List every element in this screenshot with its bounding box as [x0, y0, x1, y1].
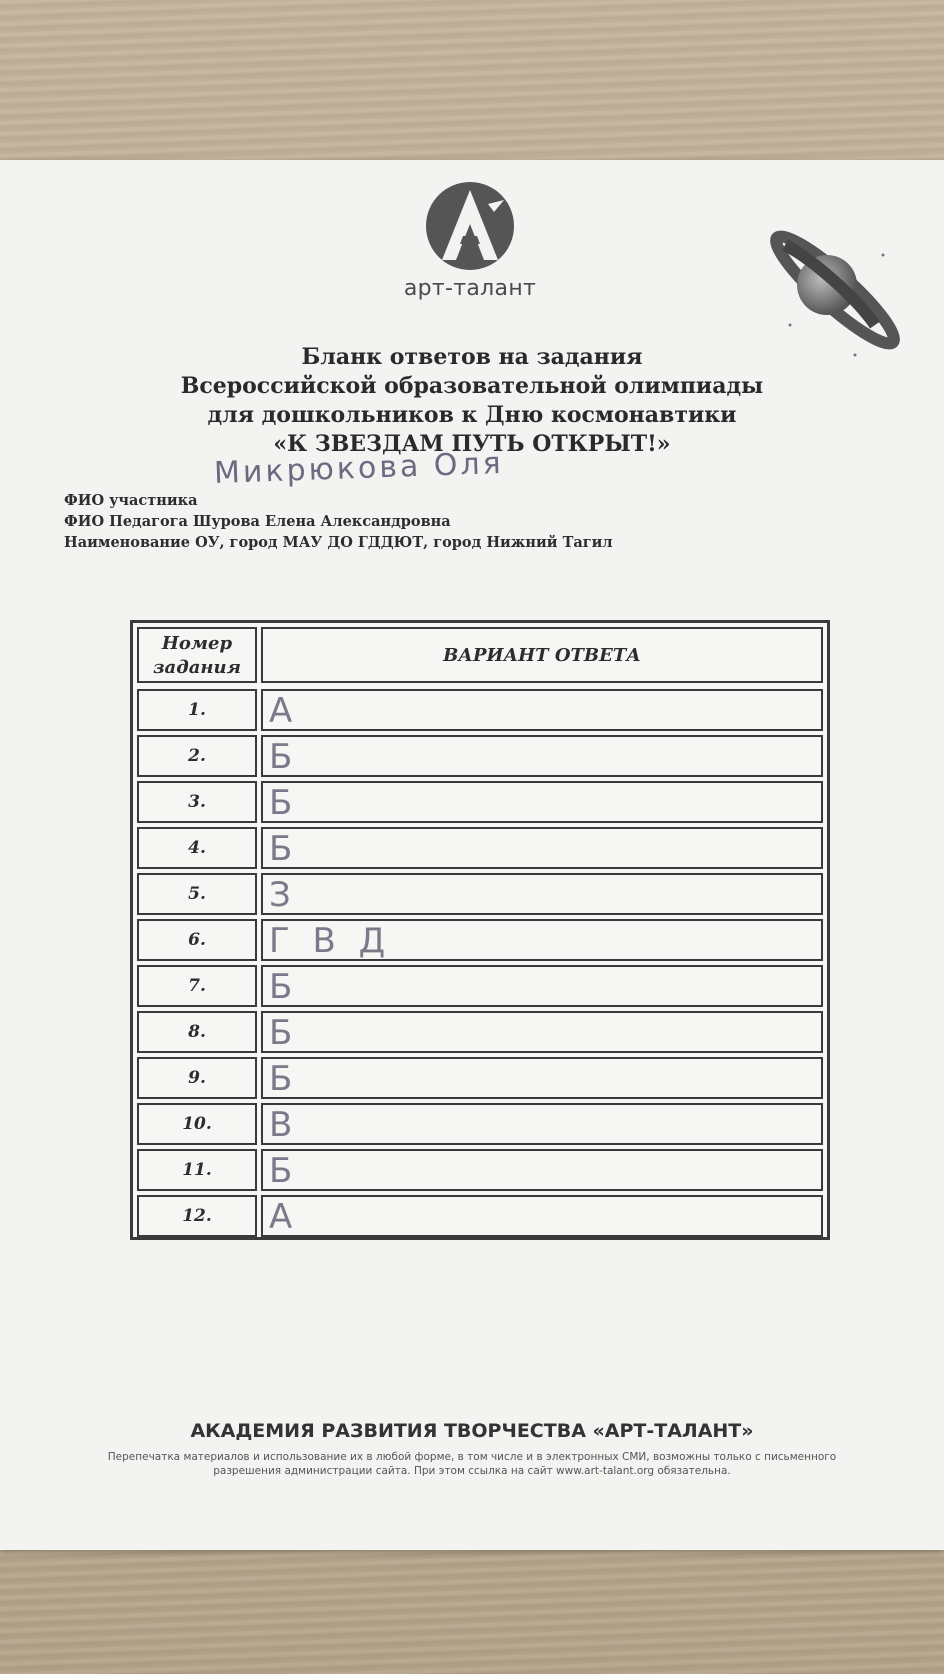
- answer-4: Б: [261, 827, 823, 869]
- sheet-title: [0, 343, 944, 459]
- participant-label: ФИО участника: [64, 492, 198, 509]
- logo: [380, 180, 560, 301]
- task-number-6: 6.: [137, 919, 257, 961]
- title-line-1: Бланк ответов на задания: [301, 344, 643, 370]
- answer-sheet-paper: [0, 160, 944, 1550]
- task-number-7: 7.: [137, 965, 257, 1007]
- title-line-2: Всероссийской образовательной олимпиады: [180, 373, 764, 399]
- task-number-2: 2.: [137, 735, 257, 777]
- art-talant-logo-icon: [420, 180, 520, 272]
- brand-name: арт-талант: [403, 276, 537, 301]
- column-header-number-line2: задания: [153, 657, 241, 678]
- answer-2: Б: [261, 735, 823, 777]
- answer-3: Б: [261, 781, 823, 823]
- answer-6: Г В Д: [261, 919, 823, 961]
- task-number-1: 1.: [137, 689, 257, 731]
- task-number-4: 4.: [137, 827, 257, 869]
- school-line: Наименование ОУ, город МАУ ДО ГДДЮТ, город Нижний Тагил: [64, 534, 613, 551]
- answer-12: А: [261, 1195, 823, 1237]
- participant-info: [64, 445, 613, 553]
- participant-row: [64, 445, 613, 511]
- answer-5: З: [261, 873, 823, 915]
- footer-copyright-note: Перепечатка материалов и использование их в любой форме, в том числе и в электронных СМИ, возможны только с письменного разрешения администрации сайта. При этом ссылка на сайт www.art-talant.org обязательна.: [107, 1451, 837, 1477]
- task-number-12: 12.: [137, 1195, 257, 1237]
- task-number-5: 5.: [137, 873, 257, 915]
- task-number-11: 11.: [137, 1149, 257, 1191]
- task-number-8: 8.: [137, 1011, 257, 1053]
- participant-name-handwritten: Микрюкова Оля: [213, 445, 505, 492]
- task-number-9: 9.: [137, 1057, 257, 1099]
- answer-1: А: [261, 689, 823, 731]
- answer-7: Б: [261, 965, 823, 1007]
- task-number-3: 3.: [137, 781, 257, 823]
- footer-title: АКАДЕМИЯ РАЗВИТИЯ ТВОРЧЕСТВА «АРТ-ТАЛАНТ»: [190, 1420, 754, 1442]
- answer-8: Б: [261, 1011, 823, 1053]
- teacher-line: ФИО Педагога Шурова Елена Александровна: [64, 513, 451, 530]
- answer-11: Б: [261, 1149, 823, 1191]
- task-number-10: 10.: [137, 1103, 257, 1145]
- answer-9: Б: [261, 1057, 823, 1099]
- title-line-4: «К ЗВЕЗДАМ ПУТЬ ОТКРЫТ!»: [273, 431, 671, 457]
- column-header-number: [137, 627, 257, 683]
- column-header-number-line1: Номер: [161, 633, 233, 654]
- answer-table: [130, 620, 830, 1240]
- answer-10: В: [261, 1103, 823, 1145]
- title-line-3: для дошкольников к Дню космонавтики: [207, 402, 737, 428]
- column-header-answer: ВАРИАНТ ОТВЕТА: [261, 627, 823, 683]
